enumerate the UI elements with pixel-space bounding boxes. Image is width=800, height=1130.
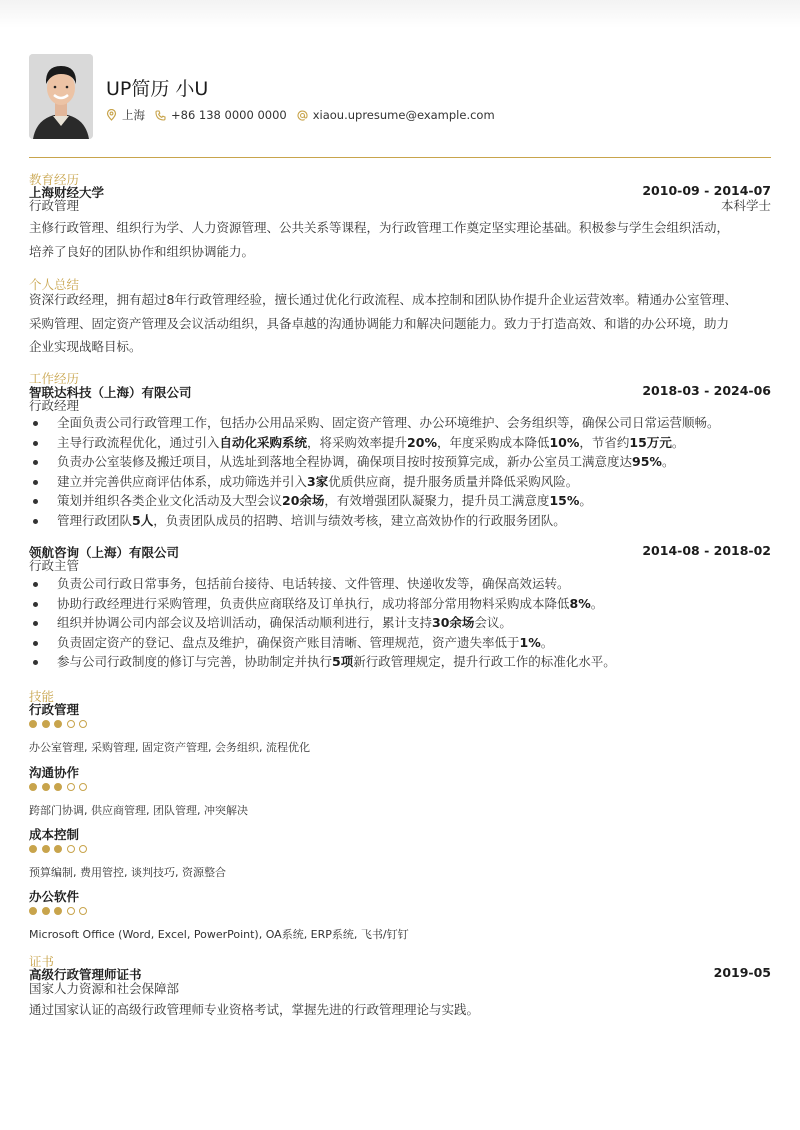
certificates-section-title: 证书	[29, 954, 55, 969]
skill-dot-empty	[67, 907, 75, 915]
education-dates: 2010-09 - 2014-07	[642, 183, 771, 198]
skill-name: 沟通协作	[29, 765, 80, 780]
job-company: 领航咨询（上海）有限公司	[29, 545, 180, 560]
skill-level-dots	[29, 783, 92, 791]
job-bullet-item: 负责公司行政日常事务，包括前台接待、电话转接、文件管理、快递收发等，确保高效运转。	[29, 574, 771, 594]
skill-description: 办公室管理, 采购管理, 固定资产管理, 会务组织, 流程优化	[29, 741, 310, 754]
skill-level-dots	[29, 720, 92, 728]
header-divider	[29, 157, 771, 158]
phone-item	[155, 108, 287, 122]
certificate-date: 2019-05	[713, 965, 771, 980]
location-pin-icon	[106, 109, 117, 121]
phone-icon	[155, 110, 166, 121]
job-bullets	[29, 574, 771, 672]
summary-text	[29, 288, 771, 359]
skill-dot-empty	[79, 907, 87, 915]
job-bullets	[29, 413, 771, 531]
school-name: 上海财经大学	[29, 185, 105, 200]
skill-dot-empty	[79, 720, 87, 728]
skill-dot-empty	[79, 783, 87, 791]
job-dates: 2014-08 - 2018-02	[642, 543, 771, 558]
job-company: 智联达科技（上海）有限公司	[29, 385, 192, 400]
work-section-title: 工作经历	[29, 371, 80, 386]
at-sign-icon	[297, 110, 308, 121]
skill-dot-filled	[42, 845, 50, 853]
job-bullet-item: 参与公司行政制度的修订与完善，协助制定并执行5项新行政管理规定，提升行政工作的标准化水平。	[29, 652, 771, 672]
summary-section-title: 个人总结	[29, 277, 80, 292]
location-item	[106, 107, 145, 123]
skill-name: 行政管理	[29, 702, 80, 717]
top-bar	[0, 0, 800, 28]
skill-level-dots	[29, 845, 92, 853]
job-bullet-item: 策划并组织各类企业文化活动及大型会议20余场，有效增强团队凝聚力，提升员工满意度15%。	[29, 491, 771, 511]
skill-dot-filled	[42, 783, 50, 791]
skill-description: 跨部门协调, 供应商管理, 团队管理, 冲突解决	[29, 804, 248, 817]
job-bullet-item: 组织并协调公司内部会议及培训活动，确保活动顺利进行，累计支持30余场会议。	[29, 613, 771, 633]
education-description-line: 培养了良好的团队协作和组织协调能力。	[29, 243, 255, 259]
education-description	[29, 216, 771, 263]
skill-dot-filled	[29, 907, 37, 915]
skill-dot-empty	[79, 845, 87, 853]
skill-dot-empty	[67, 720, 75, 728]
job-bullet-item: 管理行政团队5人，负责团队成员的招聘、培训与绩效考核，建立高效协作的行政服务团队。	[29, 511, 771, 531]
resume-header	[29, 54, 771, 144]
job-role: 行政主管	[29, 558, 80, 573]
job-bullet-item: 全面负责公司行政管理工作，包括办公用品采购、固定资产管理、办公环境维护、会务组织等，确保公司日常运营顺畅。	[29, 413, 771, 433]
job-bullet-item: 协助行政经理进行采购管理，负责供应商联络及订单执行，成功将部分常用物料采购成本降低8%。	[29, 594, 771, 614]
summary-line: 企业实现战略目标。	[29, 339, 142, 354]
skill-level-dots	[29, 907, 92, 915]
summary-line: 采购管理、固定资产管理及会议活动组织，具备卓越的沟通协调能力和解决问题能力。致力于打造高效、和谐的办公环境，助力	[29, 315, 730, 331]
skill-name: 办公软件	[29, 889, 80, 904]
skill-dot-filled	[54, 907, 62, 915]
skill-description: 预算编制, 费用管控, 谈判技巧, 资源整合	[29, 866, 226, 879]
skill-dot-filled	[54, 845, 62, 853]
job-bullet-item: 负责办公室装修及搬迁项目，从选址到落地全程协调，确保项目按时按预算完成，新办公室员工满意度达95%。	[29, 452, 771, 472]
email-item	[297, 108, 495, 122]
education-section-title: 教育经历	[29, 172, 80, 187]
skill-dot-filled	[54, 720, 62, 728]
skills-section-title: 技能	[29, 689, 55, 704]
job-dates: 2018-03 - 2024-06	[642, 383, 771, 398]
certificate-description: 通过国家认证的高级行政管理师专业资格考试，掌握先进的行政管理理论与实践。	[29, 1002, 480, 1017]
skill-dot-filled	[29, 720, 37, 728]
contact-info	[106, 107, 505, 123]
job-bullet-item: 主导行政流程优化，通过引入自动化采购系统，将采购效率提升20%，年度采购成本降低10%，节省约15万元。	[29, 433, 771, 453]
education-degree: 本科学士	[720, 198, 771, 213]
phone-text[interactable]: +86 138 0000 0000	[171, 108, 287, 122]
education-description-line: 主修行政管理、组织行为学、人力资源管理、公共关系等课程，为行政管理工作奠定坚实理论基础。积极参与学生会组织活动，	[29, 220, 730, 235]
job-bullet-item: 建立并完善供应商评估体系，成功筛选并引入3家优质供应商，提升服务质量并降低采购风险。	[29, 472, 771, 492]
skill-dot-filled	[29, 845, 37, 853]
skill-dot-empty	[67, 845, 75, 853]
job-bullet-item: 负责固定资产的登记、盘点及维护，确保资产账目清晰、管理规范，资产遗失率低于1%。	[29, 633, 771, 653]
location-text: 上海	[122, 108, 145, 122]
skill-dot-filled	[54, 783, 62, 791]
skill-dot-filled	[29, 783, 37, 791]
avatar	[29, 54, 93, 139]
certificate-name: 高级行政管理师证书	[29, 967, 142, 982]
skill-description: Microsoft Office (Word, Excel, PowerPoint), OA系统, ERP系统, 飞书/钉钉	[29, 928, 409, 941]
skill-name: 成本控制	[29, 827, 80, 842]
skill-dot-filled	[42, 907, 50, 915]
skill-dot-empty	[67, 783, 75, 791]
skill-dot-filled	[42, 720, 50, 728]
certificate-issuer: 国家人力资源和社会保障部	[29, 981, 180, 996]
candidate-name: UP简历 小U	[106, 78, 209, 100]
education-major: 行政管理	[29, 198, 80, 213]
summary-line: 资深行政经理，拥有超过8年行政管理经验，擅长通过优化行政流程、成本控制和团队协作提升企业运营效率。精通办公室管理、	[29, 292, 737, 307]
job-role: 行政经理	[29, 398, 80, 413]
email-text[interactable]: xiaou.upresume@example.com	[312, 108, 495, 122]
